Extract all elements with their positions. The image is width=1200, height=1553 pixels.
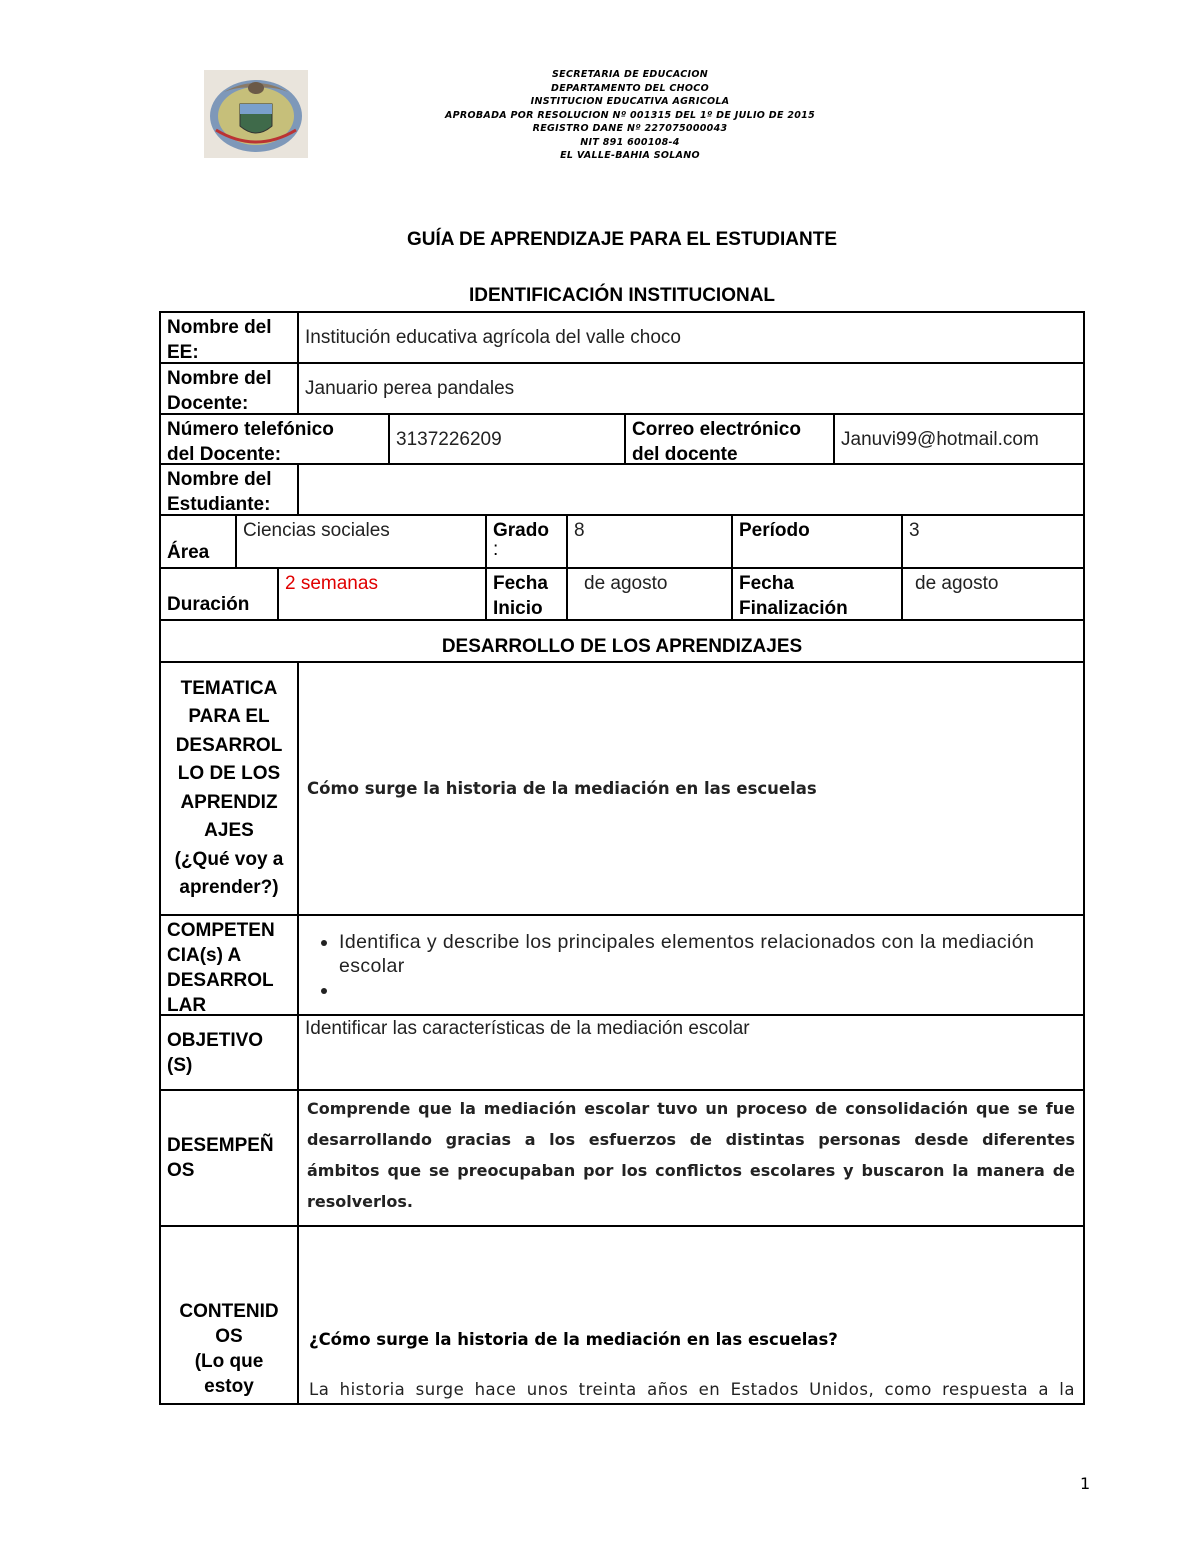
area-label: Área bbox=[167, 542, 210, 563]
fecha-fin-label-cell bbox=[731, 567, 903, 621]
docente-label: Nombre del bbox=[167, 368, 272, 389]
desempenos-value-cell bbox=[297, 1089, 1085, 1227]
fecha-fin-label: Fecha bbox=[739, 573, 794, 594]
fecha-inicio-value-cell bbox=[566, 567, 733, 621]
header-line: EL VALLE-BAHIA SOLANO bbox=[560, 150, 700, 161]
periodo-value-cell bbox=[901, 514, 1085, 569]
estudiante-label: Nombre del bbox=[167, 469, 272, 490]
area-value: Ciencias sociales bbox=[243, 520, 390, 541]
page-number: 1 bbox=[1080, 1474, 1091, 1493]
telefono-value: 3137226209 bbox=[396, 428, 502, 450]
contenidos-question: ¿Cómo surge la historia de la mediación en las escuelas? bbox=[309, 1330, 838, 1349]
fecha-fin-label: Finalización bbox=[739, 598, 848, 619]
competencia-label: DESARROL bbox=[167, 970, 274, 991]
tematica-label: AJES bbox=[204, 820, 254, 841]
correo-label: del docente bbox=[632, 444, 738, 465]
contenidos-label: estoy bbox=[204, 1376, 254, 1397]
grado-label: Grado bbox=[493, 520, 549, 541]
desempenos-label: OS bbox=[167, 1160, 195, 1181]
desempenos-label-cell bbox=[159, 1089, 299, 1227]
correo-value: Januvi99@hotmail.com bbox=[841, 428, 1039, 450]
fecha-inicio-label-cell bbox=[485, 567, 568, 621]
competencia-list bbox=[299, 930, 1083, 1002]
tematica-label: TEMATICA bbox=[180, 677, 278, 699]
competencia-item: • Identifica y describe los principales elementos relacionados con la mediación escolar bbox=[339, 930, 1083, 978]
fecha-fin-value-cell bbox=[901, 567, 1085, 621]
tematica-label-cell bbox=[159, 661, 299, 916]
header-line: APROBADA POR RESOLUCION Nº 001315 DEL 1º DE JULIO DE 2015 bbox=[444, 109, 816, 121]
objetivo-value-cell bbox=[297, 1014, 1085, 1091]
ee-value-cell bbox=[297, 311, 1085, 364]
competencia-label: COMPETEN bbox=[167, 920, 275, 941]
estudiante-label-cell bbox=[159, 463, 299, 516]
header-line: SECRETARIA DE EDUCACION bbox=[552, 69, 708, 80]
area-label-cell bbox=[159, 514, 237, 569]
correo-label-cell bbox=[624, 413, 835, 465]
contenidos-label: (Lo que bbox=[194, 1351, 264, 1372]
objetivo-label: OBJETIVO bbox=[167, 1029, 264, 1051]
duracion-label-cell bbox=[159, 567, 279, 621]
tematica-label: (¿Qué voy a bbox=[174, 848, 284, 870]
competencia-label: LAR bbox=[167, 995, 207, 1016]
tematica-value-cell bbox=[297, 661, 1085, 916]
desempenos-label: DESEMPEÑ bbox=[167, 1135, 274, 1156]
grado-colon: : bbox=[493, 539, 499, 560]
area-value-cell bbox=[235, 514, 487, 569]
docente-label: Docente: bbox=[167, 393, 249, 414]
docente-label-cell bbox=[159, 362, 299, 415]
telefono-label: Número telefónico bbox=[167, 419, 334, 440]
telefono-label-cell bbox=[159, 413, 390, 465]
objetivo-label-cell bbox=[159, 1014, 299, 1091]
competencia-label: CIA(s) A bbox=[167, 945, 242, 966]
duracion-value: 2 semanas bbox=[285, 573, 378, 594]
competencia-item bbox=[339, 978, 1083, 1002]
section-title: IDENTIFICACIÓN INSTITUCIONAL bbox=[468, 285, 776, 306]
header-line: REGISTRO DANE Nº 227075000043 bbox=[532, 123, 728, 134]
ee-label: Nombre del bbox=[167, 317, 272, 338]
grado-label-cell bbox=[485, 514, 568, 569]
estudiante-value-cell[interactable] bbox=[297, 463, 1085, 516]
fecha-fin-value: de agosto bbox=[915, 573, 999, 594]
contenidos-label: CONTENID bbox=[179, 1301, 279, 1322]
objetivo-label: (S) bbox=[167, 1054, 193, 1076]
contenidos-label: OS bbox=[215, 1326, 243, 1347]
header-line: DEPARTAMENTO DEL CHOCO bbox=[551, 82, 709, 94]
header-line: NIT 891 600108-4 bbox=[580, 136, 680, 148]
tematica-value: Cómo surge la historia de la mediación en las escuelas bbox=[307, 779, 817, 798]
telefono-value-cell bbox=[388, 413, 626, 465]
telefono-label: del Docente: bbox=[167, 444, 282, 465]
competencia-label-cell bbox=[159, 914, 299, 1016]
contenidos-label-cell bbox=[159, 1225, 299, 1405]
institution-logo bbox=[204, 70, 308, 158]
desarrollo-heading: DESARROLLO DE LOS APRENDIZAJES bbox=[441, 636, 803, 657]
docente-value-cell bbox=[297, 362, 1085, 415]
tematica-label: APRENDIZ bbox=[180, 791, 278, 813]
correo-label: Correo electrónico bbox=[632, 419, 801, 440]
duracion-value-cell bbox=[277, 567, 487, 621]
contenidos-value-cell bbox=[297, 1225, 1085, 1405]
page-title: GUÍA DE APRENDIZAJE PARA EL ESTUDIANTE bbox=[406, 229, 837, 250]
header-line: INSTITUCION EDUCATIVA AGRICOLA bbox=[530, 96, 730, 107]
ee-label-cell bbox=[159, 311, 299, 364]
docente-value: Januario perea pandales bbox=[305, 378, 515, 399]
fecha-inicio-label: Inicio bbox=[493, 598, 543, 619]
duracion-label: Duración bbox=[167, 594, 250, 615]
desarrollo-heading-cell bbox=[159, 619, 1085, 663]
objetivo-value: Identificar las características de la mediación escolar bbox=[305, 1018, 750, 1039]
tematica-label: aprender?) bbox=[179, 877, 279, 898]
correo-value-cell bbox=[833, 413, 1085, 465]
grado-value-cell bbox=[566, 514, 733, 569]
periodo-label: Período bbox=[739, 520, 810, 541]
estudiante-label: Estudiante: bbox=[167, 494, 271, 515]
grado-value: 8 bbox=[574, 520, 585, 541]
fecha-inicio-label: Fecha bbox=[493, 573, 548, 594]
desempenos-value: Comprende que la mediación escolar tuvo un proceso de consolidación que se fue desarrollando gracias a los esfuerzos de distintas personas desde diferentes ámbitos que se preocupaban por los conflictos escolares y buscaron la manera de resolverlos. bbox=[307, 1099, 1075, 1211]
contenidos-text: La historia surge hace unos treinta años en Estados Unidos, como respuesta a la bbox=[309, 1380, 1075, 1399]
ee-label: EE: bbox=[167, 342, 199, 363]
institution-header bbox=[380, 68, 880, 163]
periodo-label-cell bbox=[731, 514, 903, 569]
periodo-value: 3 bbox=[909, 520, 920, 541]
tematica-label: DESARROL bbox=[175, 734, 283, 756]
competencia-value-cell bbox=[297, 914, 1085, 1016]
tematica-label: PARA EL bbox=[188, 706, 270, 727]
ee-value: Institución educativa agrícola del valle choco bbox=[305, 327, 682, 348]
tematica-label: LO DE LOS bbox=[177, 763, 281, 784]
fecha-inicio-value: de agosto bbox=[584, 573, 668, 594]
